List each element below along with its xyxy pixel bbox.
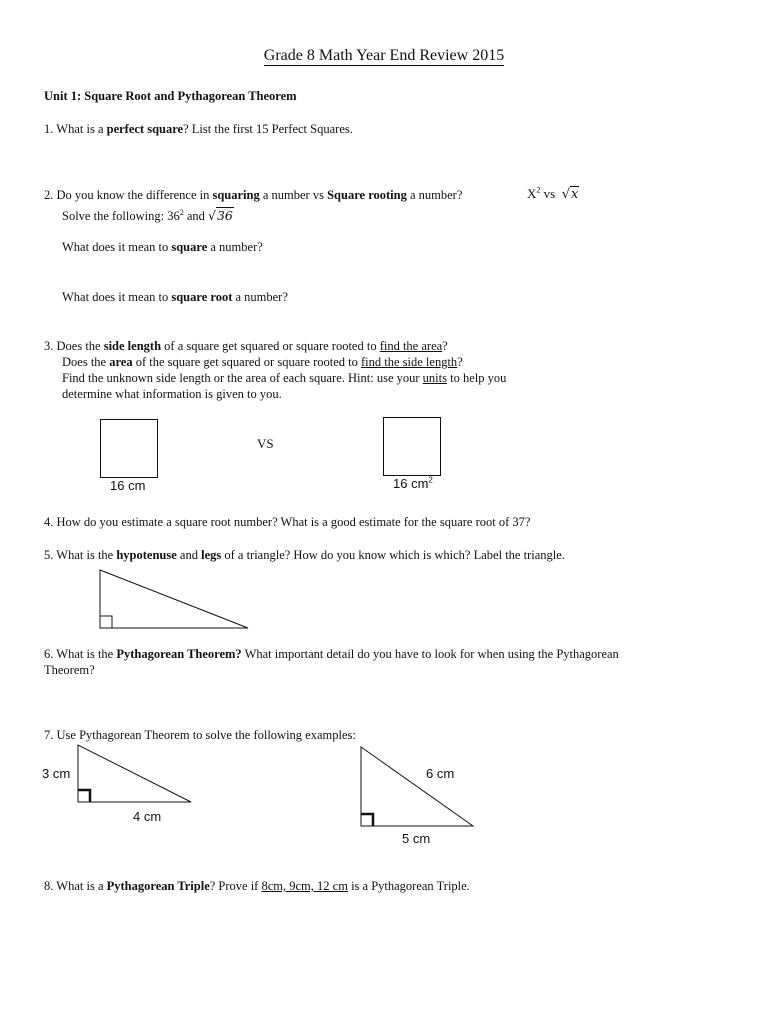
example-2-triangle-outline [361,747,473,826]
square-1-label: 16 cm [110,478,146,493]
question-5: 5. What is the hypotenuse and legs of a triangle? How do you know which is which? Label the triangle. [44,548,565,562]
vs-label: VS [257,436,274,451]
example-2-right-angle-marker [361,814,373,826]
page-title: Grade 8 Math Year End Review 2015 [263,47,505,64]
question-3-line-4: determine what information is given to you. [62,387,282,401]
unit-heading: Unit 1: Square Root and Pythagorean Theorem [44,89,297,103]
question-2: 2. Do you know the difference in squaring a number vs Square rooting a number? [44,188,463,202]
question-7: 7. Use Pythagorean Theorem to solve the following examples: [44,728,356,742]
square-2-label: 16 $cm^2$ [393,475,433,491]
square-vs-root-comparison: $X^2$ vs √x [527,185,579,202]
example-1-base-label: 4 cm [133,809,162,824]
question-2-square-meaning: What does it mean to square a number? [62,240,263,254]
question-8: 8. What is a Pythagorean Triple? Prove if 8cm, 9cm, 12 cm is a Pythagorean Triple. [44,879,470,893]
sqrt-36: √36 [208,208,233,223]
question-6: 6. What is the Pythagorean Theorem? What important detail do you have to look for when using the Pythagorean [44,647,619,661]
question-3-line-1: 3. Does the side length of a square get squared or square rooted to find the area? [44,339,448,353]
example-2-hypotenuse-label: 6 cm [426,766,455,781]
question-3-line-2: Does the area of the square get squared or square rooted to find the side length? [62,355,463,369]
example-1-height-label: 3 cm [42,766,71,781]
question-1: 1. What is a perfect square? List the first 15 Perfect Squares. [44,122,353,136]
question-2-solve: Solve the following: $36^2$ and √36 [62,207,233,223]
question-4: 4. How do you estimate a square root number? What is a good estimate for the square root of 37? [44,515,531,529]
example-2-base-label: 5 cm [402,831,431,846]
question-6-line-2: Theorem? [44,663,95,677]
question-2-root-meaning: What does it mean to square root a number? [62,290,288,304]
sqrt-x: √x [561,187,579,202]
question-3-line-3: Find the unknown side length or the area of each square. Hint: use your units to help you [62,371,507,385]
